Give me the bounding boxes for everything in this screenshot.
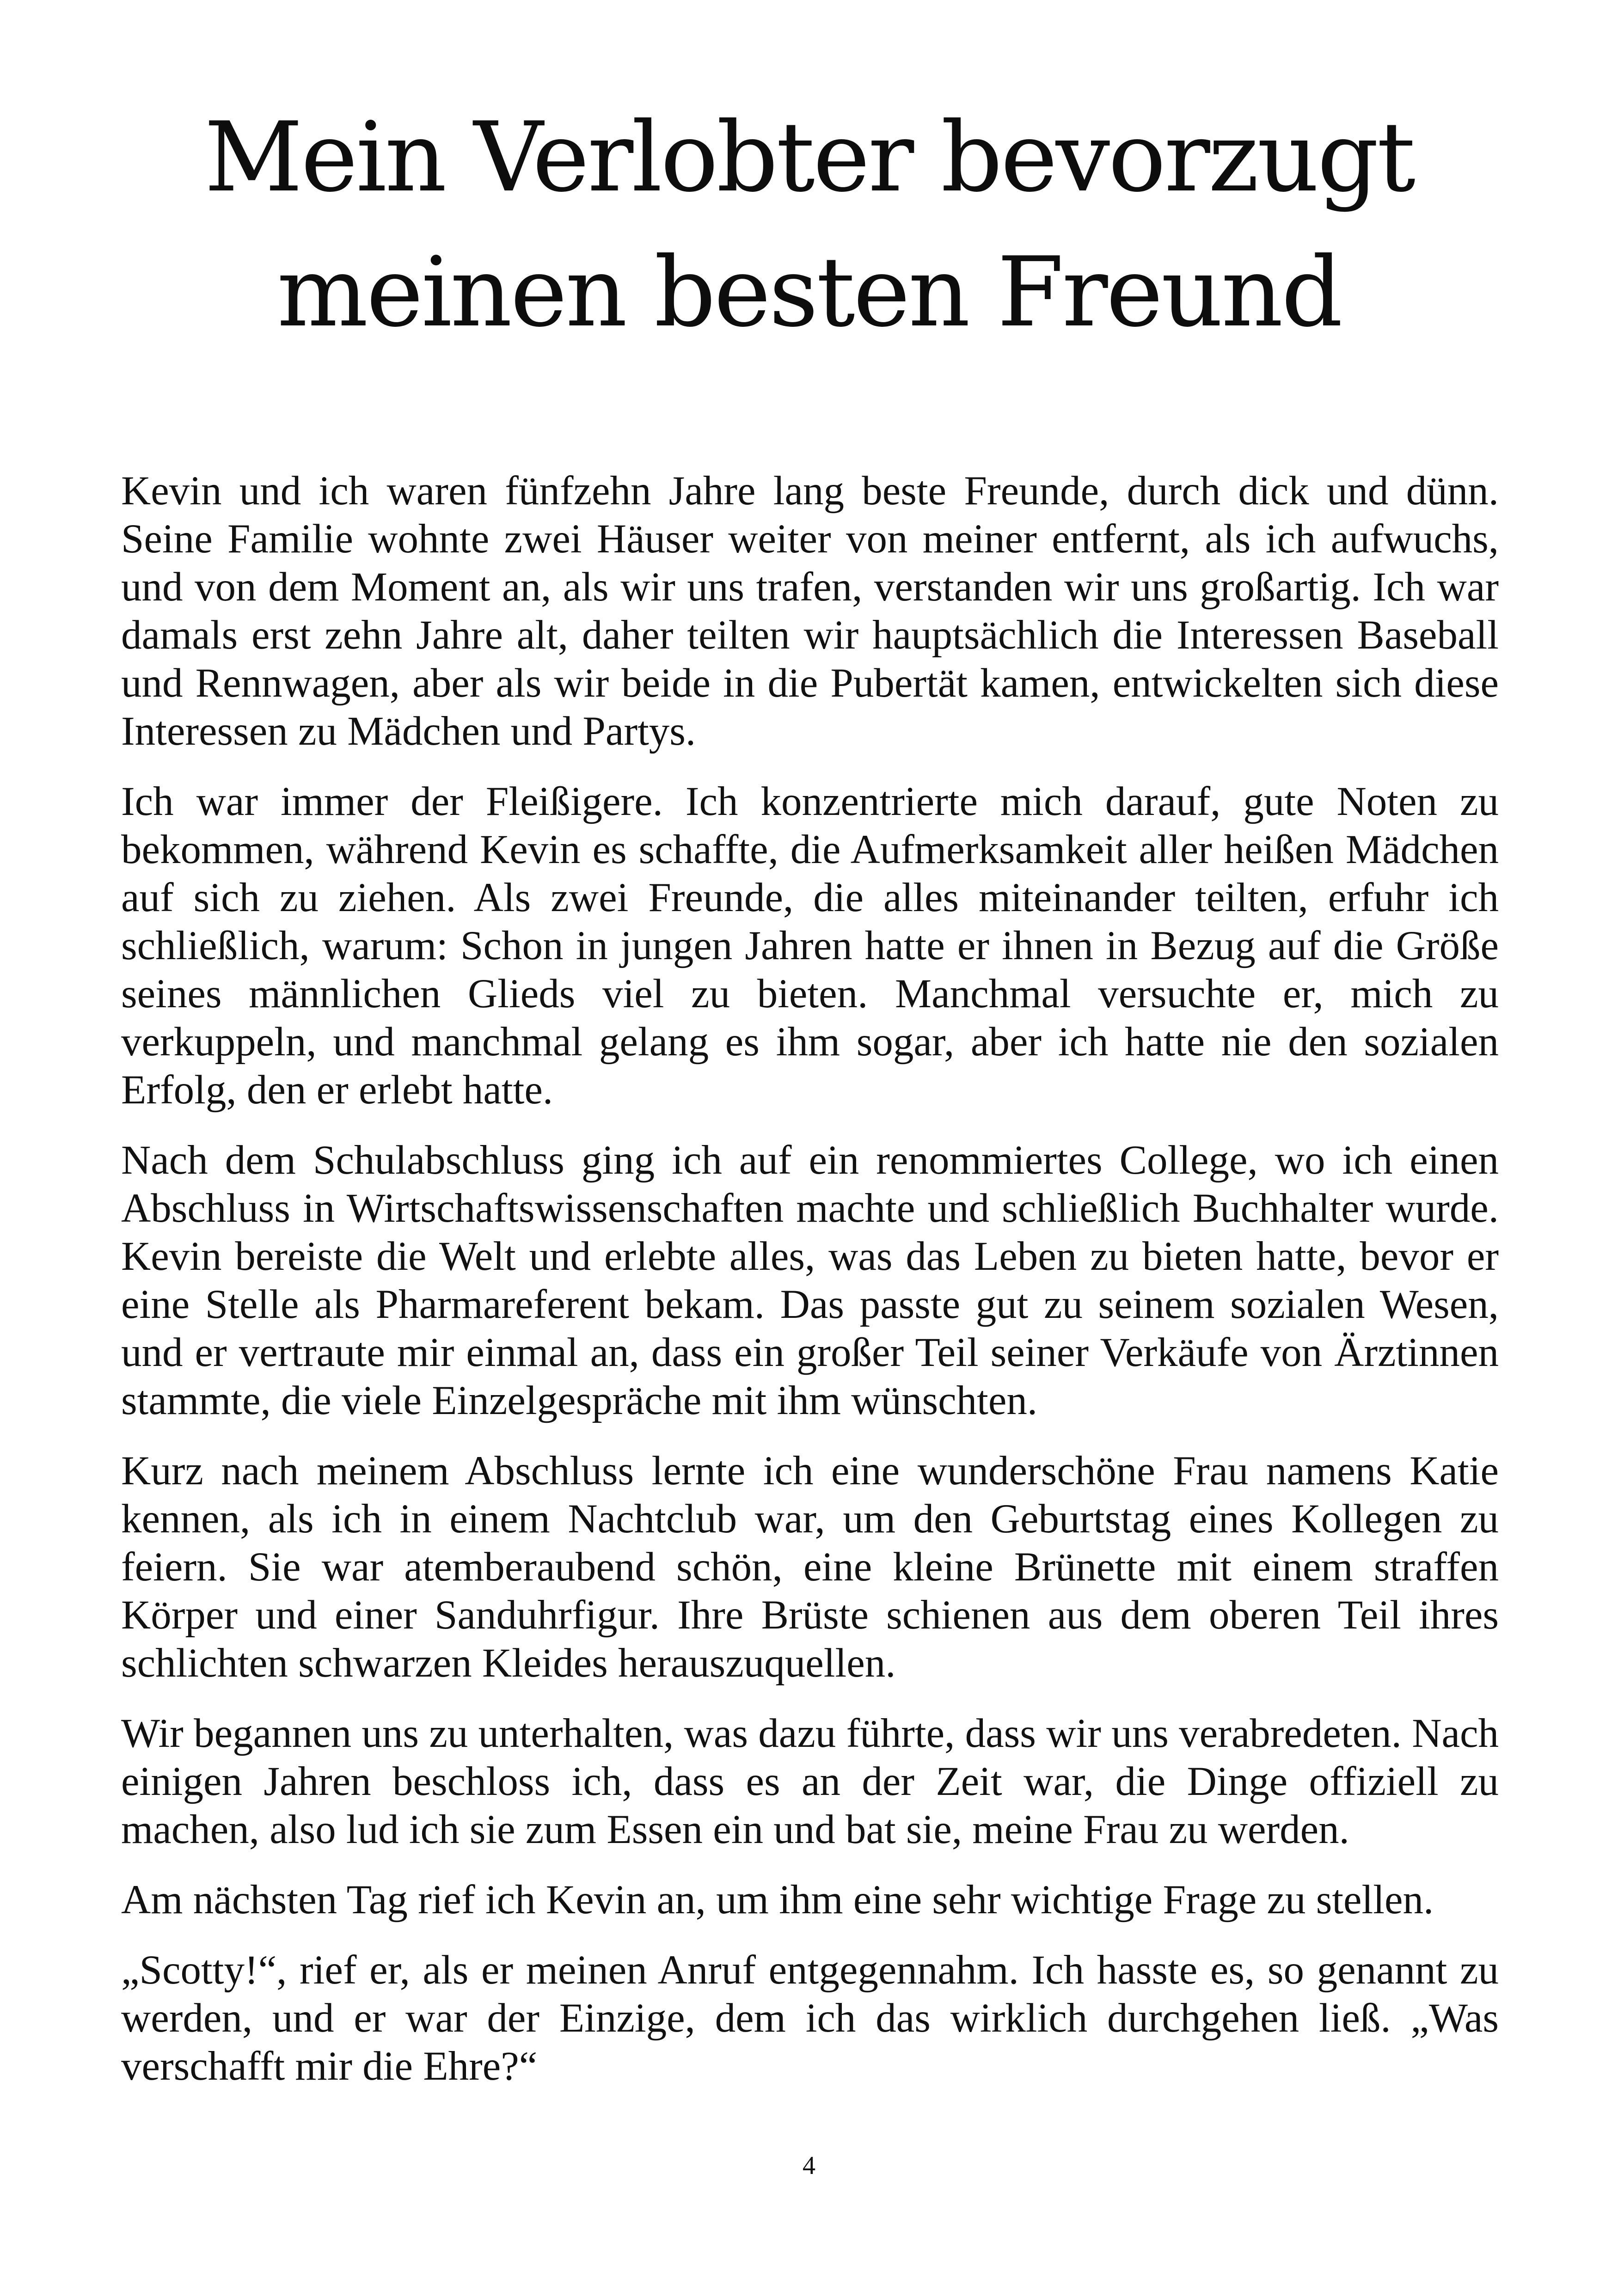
paragraph: „Scotty!“, rief er, als er meinen Anruf entgegennahm. Ich hasste es, so genannt zu werden, und er war der Einzige, dem ich das wirklich durchgehen ließ. „Was verschafft mir die Ehre?“	[121, 1947, 1499, 2089]
paragraph: Ich war immer der Fleißigere. Ich konzentrierte mich darauf, gute Noten zu bekommen, während Kevin es schaffte, die Aufmerksamkeit aller heißen Mädchen auf sich zu ziehen. Als zwei Freunde, die alles miteinander teilten, erfuhr ich schließlich, warum: Schon in jungen Jahren hatte er ihnen in Bezug auf die Größe seines männlichen Glieds viel zu bieten. Manchmal versuchte er, mich zu verkuppeln, und manchmal gelang es ihm sogar, aber ich hatte nie den sozialen Erfolg, den er erlebt hatte.	[121, 779, 1499, 1113]
paragraph: Am nächsten Tag rief ich Kevin an, um ihm eine sehr wichtige Frage zu stellen.	[121, 1877, 1434, 1923]
chapter-title-line-1: Mein Verlobter bevorzugt	[204, 102, 1414, 214]
chapter-title	[120, 90, 1498, 360]
chapter-title-line-2: meinen besten Freund	[277, 237, 1341, 349]
paragraph: Kevin und ich waren fünfzehn Jahre lang beste Freunde, durch dick und dünn. Seine Familie wohnte zwei Häuser weiter von meiner entfernt, als ich aufwuchs, und von dem Moment an, als wir uns trafen, verstanden wir uns großartig. Ich war damals erst zehn Jahre alt, daher teilten wir hauptsächlich die Interessen Baseball und Rennwagen, aber als wir beide in die Pubertät kamen, entwickelten sich diese Interessen zu Mädchen und Partys.	[121, 468, 1499, 754]
page-number: 4	[803, 2151, 815, 2180]
paragraph: Nach dem Schulabschluss ging ich auf ein renommiertes College, wo ich einen Abschluss in Wirtschaftswissenschaften machte und schließlich Buchhalter wurde. Kevin bereiste die Welt und erlebte alles, was das Leben zu bieten hatte, bevor er eine Stelle als Pharmareferent bekam. Das passte gut zu seinem sozialen Wesen, und er vertraute mir einmal an, dass ein großer Teil seiner Verkäufe von Ärztinnen stammte, die viele Einzelgespräche mit ihm wünschten.	[121, 1138, 1499, 1423]
paragraph: Kurz nach meinem Abschluss lernte ich eine wunderschöne Frau namens Katie kennen, als ich in einem Nachtclub war, um den Geburtstag eines Kollegen zu feiern. Sie war atemberaubend schön, eine kleine Brünette mit einem straffen Körper und einer Sanduhrfigur. Ihre Brüste schienen aus dem oberen Teil ihres schlichten schwarzen Kleides herauszuquellen.	[121, 1448, 1499, 1686]
chapter-body	[121, 467, 1499, 2112]
paragraph: Wir begannen uns zu unterhalten, was dazu führte, dass wir uns verabredeten. Nach einigen Jahren beschloss ich, dass es an der Zeit war, die Dinge offiziell zu machen, also lud ich sie zum Essen ein und bat sie, meine Frau zu werden.	[121, 1711, 1499, 1852]
